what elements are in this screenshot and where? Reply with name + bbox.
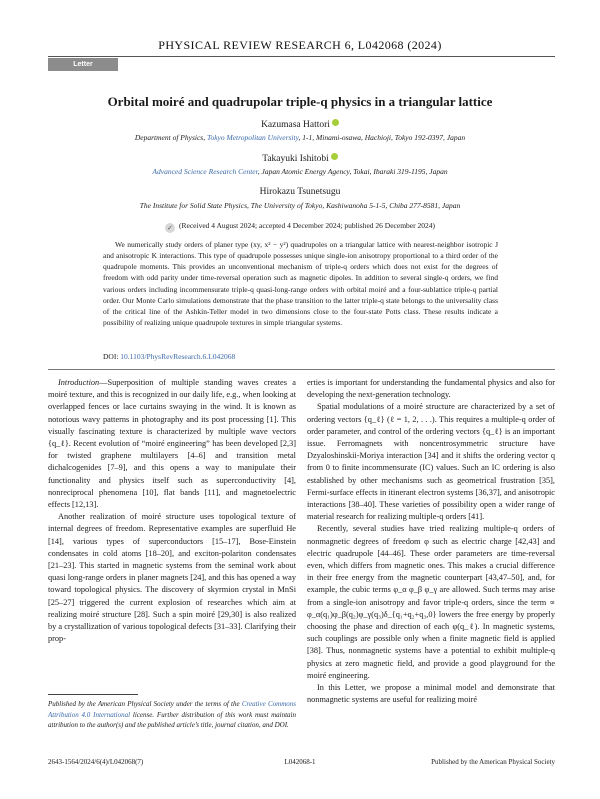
paper-title: Orbital moiré and quadrupolar triple-q physics in a triangular lattice — [107, 94, 493, 109]
license-link[interactable]: Creative Commons Attribution 4.0 International — [48, 700, 296, 719]
affiliation-link[interactable]: Tokyo Metropolitan University — [206, 133, 299, 142]
doi-link[interactable]: 10.1103/PhysRevResearch.6.L042068 — [120, 352, 236, 361]
doi: DOI: 10.1103/PhysRevResearch.6.L042068 — [103, 352, 236, 361]
body-column-left — [48, 377, 296, 645]
affiliation-2: Advanced Science Research Center, Japan Atomic Energy Agency, Tokai, Ibaraki 319-1195, Japan — [152, 167, 448, 176]
footer-publisher: Published by the American Physical Society — [431, 758, 555, 766]
article-type-tag: Letter — [48, 58, 118, 71]
author-name: Takayuki Ishitobi — [262, 154, 329, 164]
abstract: We numerically study orders of planer type (xy, x² − y²) quadrupoles on a triangular lattice with nearest-neighbor isotropic J and anisotropic K interactions. This type of quadrupole possesses unique single-ion anisotropy proportional to a third order of the quadrupole moments. This provides an unconventional mechanism of triple-q orders which does not exist for the degrees of freedom with odd parity under time-reversal operation such as magnetic dipoles. In addition to several single-q orders, we find various orders including incommensurate triple-q quasi-long-range orders with orbital moiré and a four-sublattice triple-q partial order. Our Monte Carlo simulations demonstrate that the phase transition to the latter triple-q state belongs to the universality class of the critical line of the Ashkin-Teller model in two dimensions close to the four-state Potts class. These results indicate a possibility of realizing unique quadrupole textures in simple triangular systems. — [103, 240, 498, 328]
footer-issn: 2643-1564/2024/6(4)/L042068(7) — [48, 758, 144, 766]
publication-dates: ✓ (Received 4 August 2024; accepted 4 December 2024; published 26 December 2024) — [0, 221, 600, 233]
body-paragraph: In this Letter, we propose a minimal model and demonstrate that nonmagnetic systems are useful for realizing moiré — [307, 683, 555, 705]
page-number: L042068-1 — [284, 758, 316, 766]
author-2 — [0, 153, 600, 164]
author-1 — [0, 119, 600, 130]
author-name: Hirokazu Tsunetsugu — [259, 187, 341, 197]
journal-header: PHYSICAL REVIEW RESEARCH 6, L042068 (2024) — [158, 38, 442, 52]
author-name: Kazumasa Hattori — [261, 120, 330, 130]
body-paragraph: Introduction—Superposition of multiple standing waves creates a moiré texture, and this is recognized in our daily life, e.g., when looking at overlapped fences or lace curtains swaying in the wind. It is known as notorious wavy patterns in photography and its post processing [1]. This visually fascinating texture is characterized by multiple wave vectors {q_ℓ}. Recent evolution of “moiré engineering” has been developed [2,3] for twisted graphene multilayers [4–6] and transition metal dichalcogenides [7–9], and this opens a way to manipulate their functionality and physics itself such as superconductivity [4], nonreciprocal phenomena [10], flat bands [11], and magnetoelectric effects [12,13]. — [48, 378, 296, 510]
check-for-updates-icon[interactable]: ✓ — [165, 223, 175, 233]
license-footnote: Published by the American Physical Society under the terms of the Creative Commons Attribution 4.0 International license. Further distribution of this work must maintain attribution to the author(s) and the published article’s title, journal citation, and DOI. — [48, 700, 296, 729]
body-column-right — [307, 377, 555, 706]
body-paragraph: Recently, several studies have tried realizing multiple-q orders of nonmagnetic degrees of freedom φ such as electric charge [42,43] and electric quadrupole [44–46]. These order parameters are time-reversal even, which differs from magnetic ones. This makes a crucial difference in their free energy from the magnetic counterpart [43,47–50], and, for example, the cubic terms φ_α φ_β φ_γ are allowed. Such terms may arise from a single-ion anisotropy and favor triple-q orders, since the term ∝ φ_α(q₁)φ_β(q₂)φ_γ(q₃)δ_{q₁+q₂+q₃,0} lowers the free energy by properly choosing the phase and direction of each φ(q_ℓ). In magnetic systems, such couplings are possible only when a finite magnetic field is applied [38]. Thus, nonmagnetic systems have a potential to exhibit multiple-q physics at zero magnetic field, and provide a good playground for the moiré engineering. — [307, 524, 555, 680]
footnote-rule — [48, 694, 138, 695]
body-paragraph: Another realization of moiré structure uses topological texture of internal degrees of freedom. Representative examples are superfluid He [14], various types of superconductors [15–17], Bose-Einstein condensates in cold atoms [18–20], and exciton-polariton condensates [21–23]. This started in magnetic systems from the seminal work about quasi long-range orders in planer magnets [24], and this has opened a way toward topological physics. The discovery of skyrmion crystal in MnSi [25–27] triggered the current explosion of researches which aim at realizing moiré structure [28]. Such a spin moiré [29,30] is also realized by a crystallization of various topological defects [31–33]. Clarifying their prop- — [48, 512, 296, 644]
orcid-icon[interactable] — [332, 119, 339, 126]
body-paragraph: erties is important for understanding the fundamental physics and also for developing the next-generation technology. — [307, 378, 555, 400]
body-paragraph: Spatial modulations of a moiré structure are characterized by a set of ordering vectors {q_ℓ} (ℓ = 1, 2, . . .). This requires a multiple-q order of order parameter, and control of the ordering vectors {q_ℓ} is an important issue. Ferromagnets with noncentrosymmetric structure have Dzyaloshinskii-Moriya interaction [34] and it shifts the ordering vector q from 0 to finite incommensurate (IC) values. Such an IC ordering is also established by other mechanisms such as geometrical frustration [35], Fermi-surface effects in itinerant electron systems [36,37], and anisotropic interactions [38–40]. These varieties of possibility open a wider range of material research for realizing multiple-q orders [41]. — [307, 402, 555, 522]
orcid-icon[interactable] — [331, 153, 338, 160]
affiliation-1: Department of Physics, Tokyo Metropolitan University, 1-1, Minami-osawa, Hachioji, Tokyo 192-0397, Japan — [134, 133, 466, 142]
abstract-rule — [48, 369, 555, 370]
affiliation-3: The Institute for Solid State Physics, The University of Tokyo, Kashiwanoha 5-1-5, Chiba 277-8581, Japan — [139, 201, 461, 210]
author-3 — [0, 187, 600, 197]
header-rule — [48, 56, 555, 57]
affiliation-link[interactable]: Advanced Science Research Center — [152, 167, 258, 176]
